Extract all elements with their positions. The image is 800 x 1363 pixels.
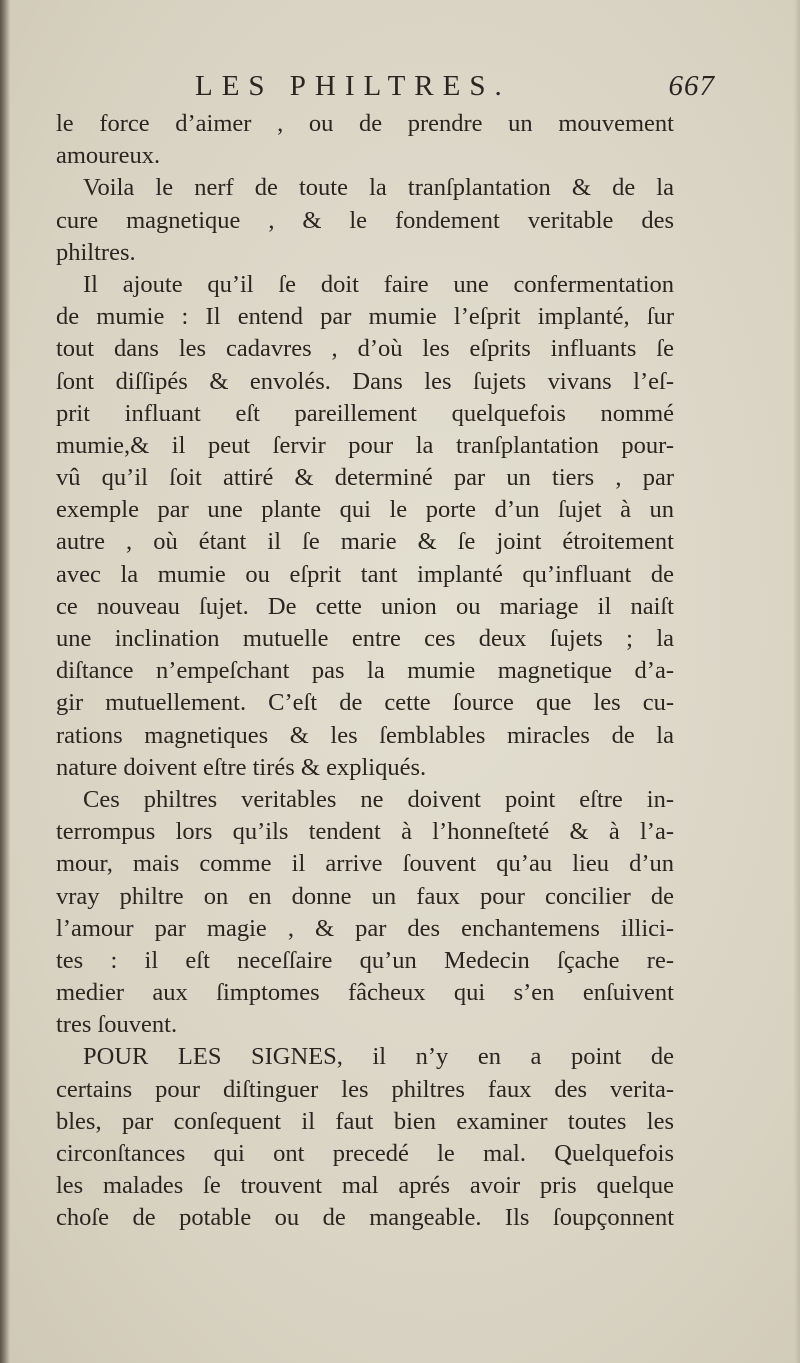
text-line: Voila le nerf de toute la tranſplantation & de la	[83, 174, 674, 202]
text-line: avec la mumie ou eſprit tant implanté qu’influant de	[56, 560, 674, 588]
running-head: LES PHILTRES.	[195, 70, 511, 102]
text-line: vû qu’il ſoit attiré & determiné par un tiers , par	[56, 464, 674, 492]
text-line: certains pour diſtinguer les philtres faux des verita-	[56, 1075, 674, 1103]
page-edge	[794, 0, 800, 1363]
text-line: ſont diſſipés & envolés. Dans les ſujets vivans l’eſ-	[56, 367, 674, 395]
page-header	[195, 70, 715, 110]
text-line: gir mutuellement. C’eſt de cette ſource que les cu-	[56, 689, 674, 717]
text-line: choſe de potable ou de mangeable. Ils ſoupçonnent	[56, 1204, 674, 1232]
text-line: Il ajoute qu’il ſe doit faire une confermentation	[83, 270, 674, 298]
text-line: mumie,& il peut ſervir pour la tranſplantation pour-	[56, 431, 674, 459]
text-line: ce nouveau ſujet. De cette union ou mariage il naiſt	[56, 592, 674, 620]
text-line: tes : il eſt neceſſaire qu’un Medecin ſçache re-	[56, 946, 674, 974]
page-binding-shadow	[0, 0, 10, 1363]
body-text	[56, 108, 674, 1235]
text-line: mour, mais comme il arrive ſouvent qu’au lieu d’un	[56, 850, 674, 878]
text-line: prit influant eſt pareillement quelquefois nommé	[56, 399, 674, 427]
text-line: tout dans les cadavres , d’où les eſprits influants ſe	[56, 335, 674, 363]
text-line: nature doivent eſtre tirés & expliqués.	[56, 753, 427, 781]
text-line: Ces philtres veritables ne doivent point eſtre in-	[83, 785, 674, 813]
text-line: vray philtre on en donne un faux pour concilier de	[56, 882, 674, 910]
text-line: tres ſouvent.	[56, 1011, 178, 1039]
text-line: medier aux ſimptomes fâcheux qui s’en enſuivent	[56, 979, 674, 1007]
text-line: terrompus lors qu’ils tendent à l’honneſteté & à l’a-	[56, 818, 674, 846]
text-line: autre , où étant il ſe marie & ſe joint étroitement	[56, 528, 674, 556]
text-line: amoureux.	[56, 142, 161, 170]
text-line: les malades ſe trouvent mal aprés avoir pris quelque	[56, 1172, 674, 1200]
text-line: une inclination mutuelle entre ces deux ſujets ; la	[56, 625, 674, 652]
text-line: diſtance n’empeſchant pas la mumie magnetique d’a-	[56, 657, 674, 685]
text-line: le force d’aimer , ou de prendre un mouvement	[56, 110, 674, 137]
text-line: bles, par conſequent il faut bien examiner toutes les	[56, 1107, 674, 1135]
text-line: rations magnetiques & les ſemblables miracles de la	[56, 721, 674, 749]
text-line: de mumie : Il entend par mumie l’eſprit implanté, ſur	[56, 303, 674, 331]
page-number: 667	[668, 70, 715, 102]
text-line: l’amour par magie , & par des enchantemens illici-	[56, 914, 674, 942]
text-line: philtres.	[56, 238, 136, 266]
text-line: cure magnetique , & le fondement veritable des	[56, 206, 674, 234]
text-line: POUR LES SIGNES, il n’y en a point de	[83, 1043, 674, 1071]
text-line: exemple par une plante qui le porte d’un ſujet à un	[56, 496, 674, 524]
text-line: circonſtances qui ont precedé le mal. Quelquefois	[56, 1140, 674, 1167]
